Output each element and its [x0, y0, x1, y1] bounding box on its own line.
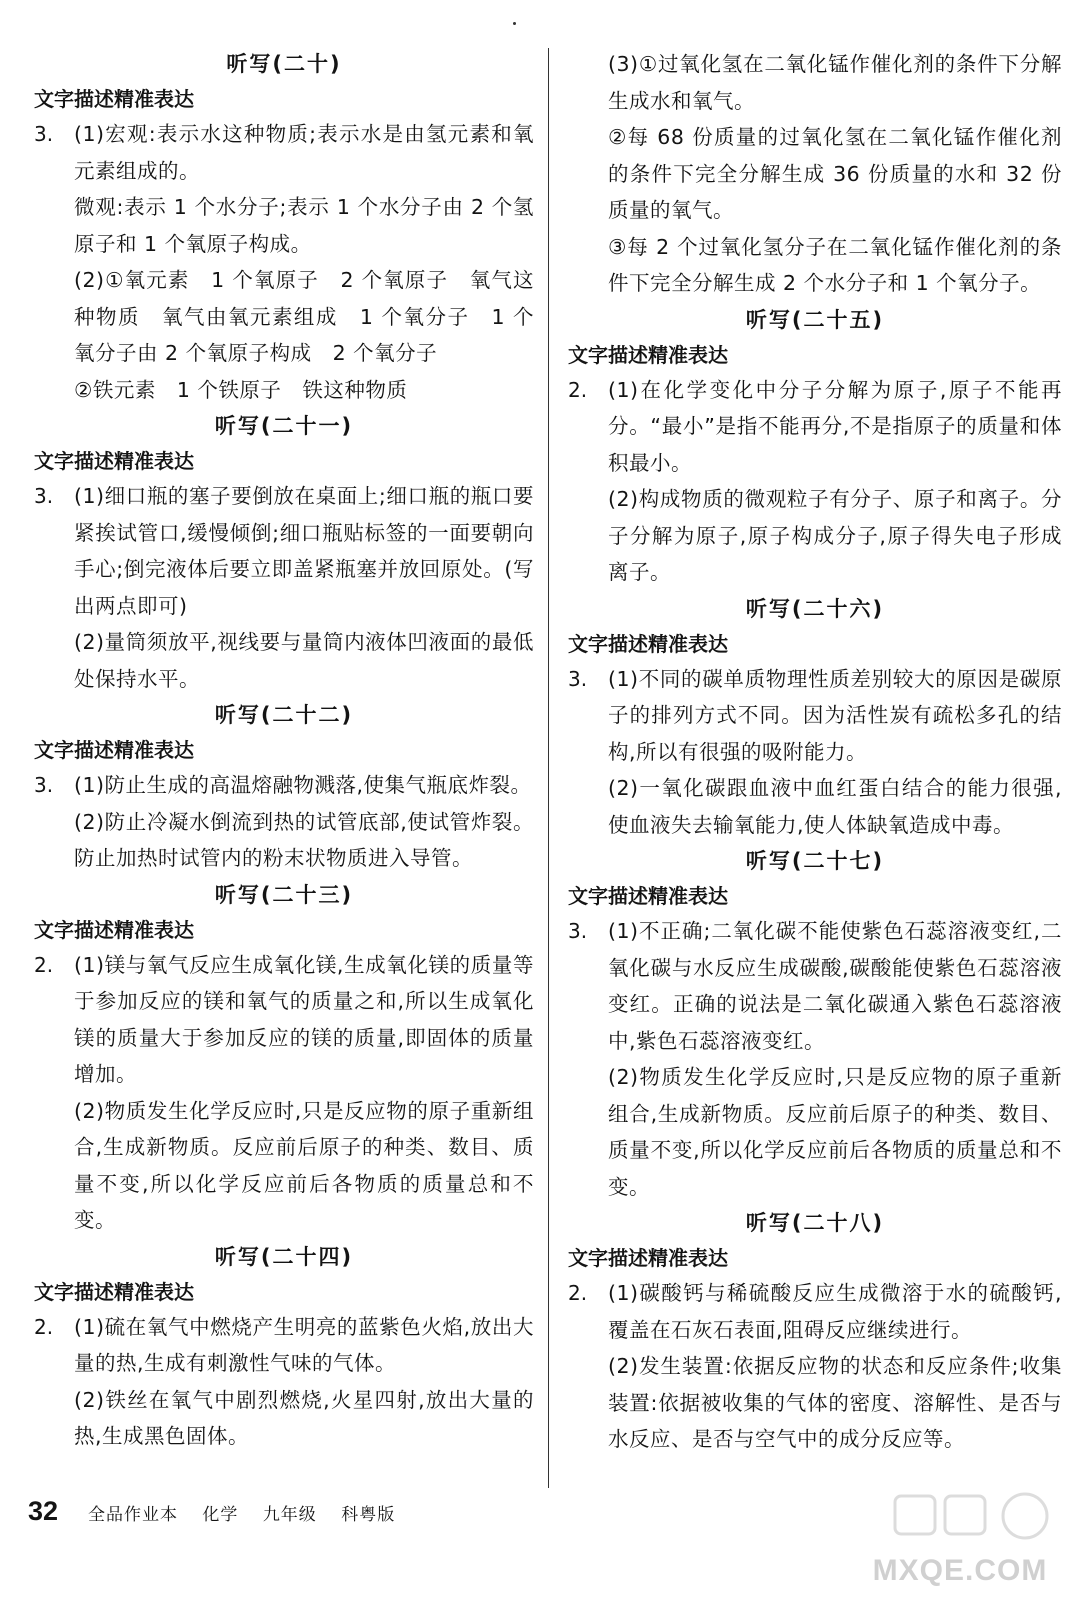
answer-paragraph: (1)不同的碳单质物理性质差别较大的原因是碳原子的排列方式不同。因为活性炭有疏松多孔的结构,所以有很强的吸附能力。	[608, 666, 1062, 764]
answer-paragraph: (1)镁与氧气反应生成氧化镁,生成氧化镁的质量等于参加反应的镁和氧气的质量之和,所以生成氧化镁的质量大于参加反应的镁的质量,即固体的质量增加。	[74, 952, 534, 1086]
answer-paragraph: (1)不正确;二氧化碳不能使紫色石蕊溶液变红,二氧化碳与水反应生成碳酸,碳酸能使紫色石蕊溶液变红。正确的说法是二氧化碳通入紫色石蕊溶液中,紫色石蕊溶液变红。	[608, 919, 1062, 1053]
section-title: 听写(二十二)	[214, 703, 354, 727]
section-title: 听写(二十六)	[745, 596, 885, 621]
section-title: 听写(二十)	[226, 52, 342, 76]
answer-paragraph: (1)宏观:表示水这种物质;表示水是由氢元素和氧元素组成的。	[74, 122, 534, 183]
section-24	[34, 1239, 534, 1455]
section-subtitle: 文字描述精准表达	[568, 884, 728, 908]
item-number: 3.	[34, 122, 54, 146]
answer-paragraph: (2)物质发生化学反应时,只是反应物的原子重新组合,生成新物质。反应前后原子的种类、数目、质量不变,所以化学反应前后各物质的质量总和不变。	[608, 1065, 1062, 1199]
item-number: 3.	[568, 666, 588, 691]
answer-paragraph: (2)量筒须放平,视线要与量筒内液体凹液面的最低处保持水平。	[74, 630, 534, 691]
answer-paragraph: ②每 68 份质量的过氧化氢在二氧化锰作催化剂的条件下完全分解生成 36 份质量的水和 32 份质量的氧气。	[608, 125, 1062, 222]
answer-item	[34, 767, 534, 877]
answer-item	[568, 661, 1062, 844]
item-number: 2.	[568, 377, 588, 402]
answer-item	[568, 372, 1062, 591]
answer-paragraph: (1)碳酸钙与稀硫酸反应生成微溶于水的硫酸钙,覆盖在石灰石表面,阻碍反应继续进行。	[608, 1281, 1062, 1342]
answer-paragraph: (1)防止生成的高温熔融物溅落,使集气瓶底炸裂。	[74, 773, 532, 797]
edition: 科粤版	[341, 1505, 396, 1525]
section-22	[34, 697, 534, 877]
page-footer	[0, 1492, 1085, 1600]
answer-paragraph: (1)细口瓶的塞子要倒放在桌面上;细口瓶的瓶口要紧挨试管口,缓慢倾倒;细口瓶贴标签的一面要朝向手心;倒完液体后要立即盖紧瓶塞并放回原处。(写出两点即可)	[74, 484, 534, 618]
continuation-item	[568, 46, 1062, 302]
answer-paragraph: ③每 2 个过氧化氢分子在二氧化锰作催化剂的条件下完全分解生成 2 个水分子和 1 个氧分子。	[608, 234, 1062, 295]
item-number: 3.	[34, 484, 54, 508]
column-divider	[548, 48, 549, 1488]
section-subtitle: 文字描述精准表达	[34, 738, 194, 762]
section-25	[568, 302, 1062, 591]
section-28	[568, 1205, 1062, 1458]
section-title: 听写(二十四)	[214, 1244, 354, 1269]
section-title: 听写(二十五)	[745, 307, 885, 332]
answer-paragraph: (2)①氧元素 1 个氧原子 2 个氧原子 氧气这种物质 氧气由氧元素组成 1 个氧分子 1 个氧分子由 2 个氧原子构成 2 个氧分子	[74, 268, 534, 365]
section-26	[568, 591, 1062, 844]
book-title: 全品作业本	[88, 1505, 178, 1525]
section-20	[34, 46, 534, 408]
watermark-logo	[850, 1492, 1070, 1592]
section-21	[34, 408, 534, 697]
item-number: 2.	[568, 1281, 588, 1305]
answer-paragraph: 微观:表示 1 个水分子;表示 1 个水分子由 2 个氢原子和 1 个氧原子构成。	[74, 195, 534, 256]
watermark-block-2	[945, 1496, 985, 1534]
answer-paragraph: (1)在化学变化中分子分解为原子,原子不能再分。“最小”是指不能再分,不是指原子的质量和体积最小。	[608, 377, 1062, 475]
answer-item	[34, 116, 534, 408]
answer-paragraph: ②铁元素 1 个铁原子 铁这种物质	[74, 377, 408, 402]
section-subtitle: 文字描述精准表达	[34, 449, 194, 473]
answer-item	[34, 1309, 534, 1455]
section-subtitle: 文字描述精准表达	[34, 917, 194, 942]
section-title: 听写(二十一)	[214, 414, 354, 438]
section-subtitle: 文字描述精准表达	[34, 1279, 194, 1304]
grade: 九年级	[262, 1505, 317, 1525]
watermark-block-1	[895, 1496, 935, 1534]
answer-item	[568, 913, 1062, 1205]
watermark-text: MXQE.COM	[872, 1554, 1048, 1587]
book-info	[88, 1500, 413, 1525]
top-dot	[513, 22, 516, 25]
answer-paragraph: (2)发生装置:依据反应物的状态和反应条件;收集装置:依据被收集的气体的密度、溶解性、是否与水反应、是否与空气中的成分反应等。	[608, 1354, 1062, 1451]
section-subtitle: 文字描述精准表达	[568, 342, 728, 367]
section-23	[34, 877, 534, 1239]
section-subtitle: 文字描述精准表达	[568, 1246, 728, 1270]
item-number: 2.	[34, 1314, 54, 1339]
section-title: 听写(二十八)	[745, 1211, 885, 1235]
answer-paragraph: (2)物质发生化学反应时,只是反应物的原子重新组合,生成新物质。反应前后原子的种类、数目、质量不变,所以化学反应前后各物质的质量总和不变。	[74, 1098, 534, 1232]
section-subtitle: 文字描述精准表达	[34, 87, 194, 111]
subject: 化学	[202, 1505, 239, 1525]
item-number: 3.	[34, 773, 54, 797]
answer-paragraph: (3)①过氧化氢在二氧化锰作催化剂的条件下分解生成水和氧气。	[608, 52, 1062, 113]
answer-item	[34, 947, 534, 1239]
item-number: 2.	[34, 952, 54, 977]
watermark-circle	[1003, 1494, 1047, 1538]
section-title: 听写(二十三)	[214, 882, 354, 907]
answer-paragraph: (2)防止冷凝水倒流到热的试管底部,使试管炸裂。防止加热时试管内的粉末状物质进入导管。	[74, 809, 534, 870]
item-number: 3.	[568, 919, 588, 943]
answer-item	[34, 478, 534, 697]
answer-paragraph: (1)硫在氧气中燃烧产生明亮的蓝紫色火焰,放出大量的热,生成有刺激性气味的气体。	[74, 1314, 534, 1375]
answer-paragraph: (2)一氧化碳跟血液中血红蛋白结合的能力很强,使血液失去输氧能力,使人体缺氧造成中毒。	[608, 776, 1062, 837]
answer-paragraph: (2)铁丝在氧气中剧烈燃烧,火星四射,放出大量的热,生成黑色固体。	[74, 1387, 534, 1448]
answer-item	[568, 1275, 1062, 1458]
section-subtitle: 文字描述精准表达	[568, 631, 728, 656]
right-column	[568, 46, 1062, 1458]
section-title: 听写(二十七)	[745, 849, 885, 873]
section-27	[568, 843, 1062, 1205]
page-number: 32	[28, 1496, 59, 1526]
answer-paragraph: (2)构成物质的微观粒子有分子、原子和离子。分子分解为原子,原子构成分子,原子得失电子形成离子。	[608, 487, 1062, 584]
left-column	[34, 46, 534, 1455]
